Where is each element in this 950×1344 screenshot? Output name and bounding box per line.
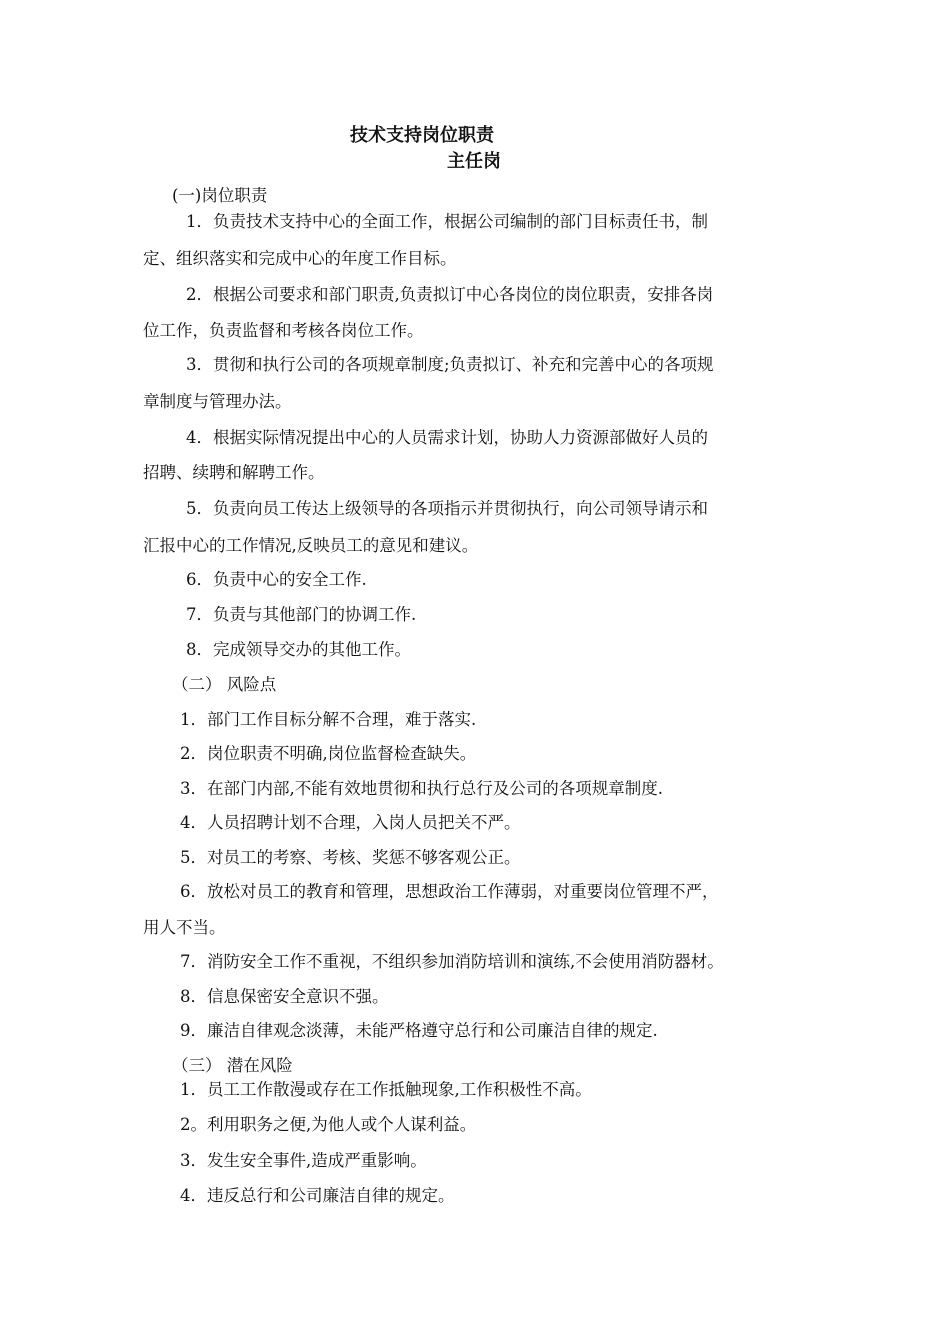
duty-item-1-line2: 定、组织落实和完成中心的年度工作目标。 xyxy=(143,249,457,268)
risk-item-6-line2: 用人不当。 xyxy=(143,918,226,937)
risk-item-7: 7．消防安全工作不重视，不组织参加消防培训和演练,不会使用消防器材。 xyxy=(180,952,724,971)
section-heading-risks: （二） 风险点 xyxy=(172,675,277,694)
duty-item-1-line1: 1．负责技术支持中心的全面工作，根据公司编制的部门目标责任书，制 xyxy=(186,212,708,231)
duty-item-3-line2: 章制度与管理办法。 xyxy=(143,392,292,411)
duty-item-6: 6．负责中心的安全工作. xyxy=(186,570,367,589)
duty-item-3-line1: 3．贯彻和执行公司的各项规章制度;负责拟订、补充和完善中心的各项规 xyxy=(186,355,714,374)
section-heading-duties: (一)岗位职责 xyxy=(172,186,268,205)
document-subtitle: 主任岗 xyxy=(447,151,501,172)
duty-item-8: 8．完成领导交办的其他工作。 xyxy=(186,640,411,659)
potential-risk-item-3: 3．发生安全事件,造成严重影响。 xyxy=(180,1151,427,1170)
potential-risk-item-2: 2。利用职务之便,为他人或个人谋利益。 xyxy=(180,1115,477,1134)
risk-item-8: 8．信息保密安全意识不强。 xyxy=(180,987,389,1006)
duty-item-5-line1: 5．负责向员工传达上级领导的各项指示并贯彻执行，向公司领导请示和 xyxy=(186,499,708,518)
risk-item-6-line1: 6．放松对员工的教育和管理，思想政治工作薄弱，对重要岗位管理不严， xyxy=(180,882,719,901)
risk-item-1: 1．部门工作目标分解不合理，难于落实. xyxy=(180,710,477,729)
risk-item-9: 9．廉洁自律观念淡薄，未能严格遵守总行和公司廉洁自律的规定. xyxy=(180,1021,658,1040)
risk-item-2: 2．岗位职责不明确,岗位监督检查缺失。 xyxy=(180,744,477,763)
duty-item-4-line1: 4．根据实际情况提出中心的人员需求计划，协助人力资源部做好人员的 xyxy=(186,428,708,447)
potential-risk-item-1: 1．员工工作散漫或存在工作抵触现象,工作积极性不高。 xyxy=(180,1080,592,1099)
risk-item-5: 5．对员工的考察、考核、奖惩不够客观公正。 xyxy=(180,848,521,867)
risk-item-4: 4．人员招聘计划不合理，入岗人员把关不严。 xyxy=(180,813,521,832)
risk-item-3: 3．在部门内部,不能有效地贯彻和执行总行及公司的各项规章制度. xyxy=(180,779,663,798)
duty-item-4-line2: 招聘、续聘和解聘工作。 xyxy=(143,463,325,482)
section-heading-potential-risks: （三） 潜在风险 xyxy=(172,1056,293,1075)
potential-risk-item-4: 4．违反总行和公司廉洁自律的规定。 xyxy=(180,1186,455,1205)
duty-item-2-line1: 2．根据公司要求和部门职责,负责拟订中心各岗位的岗位职责，安排各岗 xyxy=(186,285,714,304)
duty-item-5-line2: 汇报中心的工作情况,反映员工的意见和建议。 xyxy=(143,536,479,555)
duty-item-2-line2: 位工作，负责监督和考核各岗位工作。 xyxy=(143,321,424,340)
duty-item-7: 7．负责与其他部门的协调工作. xyxy=(186,605,417,624)
document-title: 技术支持岗位职责 xyxy=(350,125,494,146)
